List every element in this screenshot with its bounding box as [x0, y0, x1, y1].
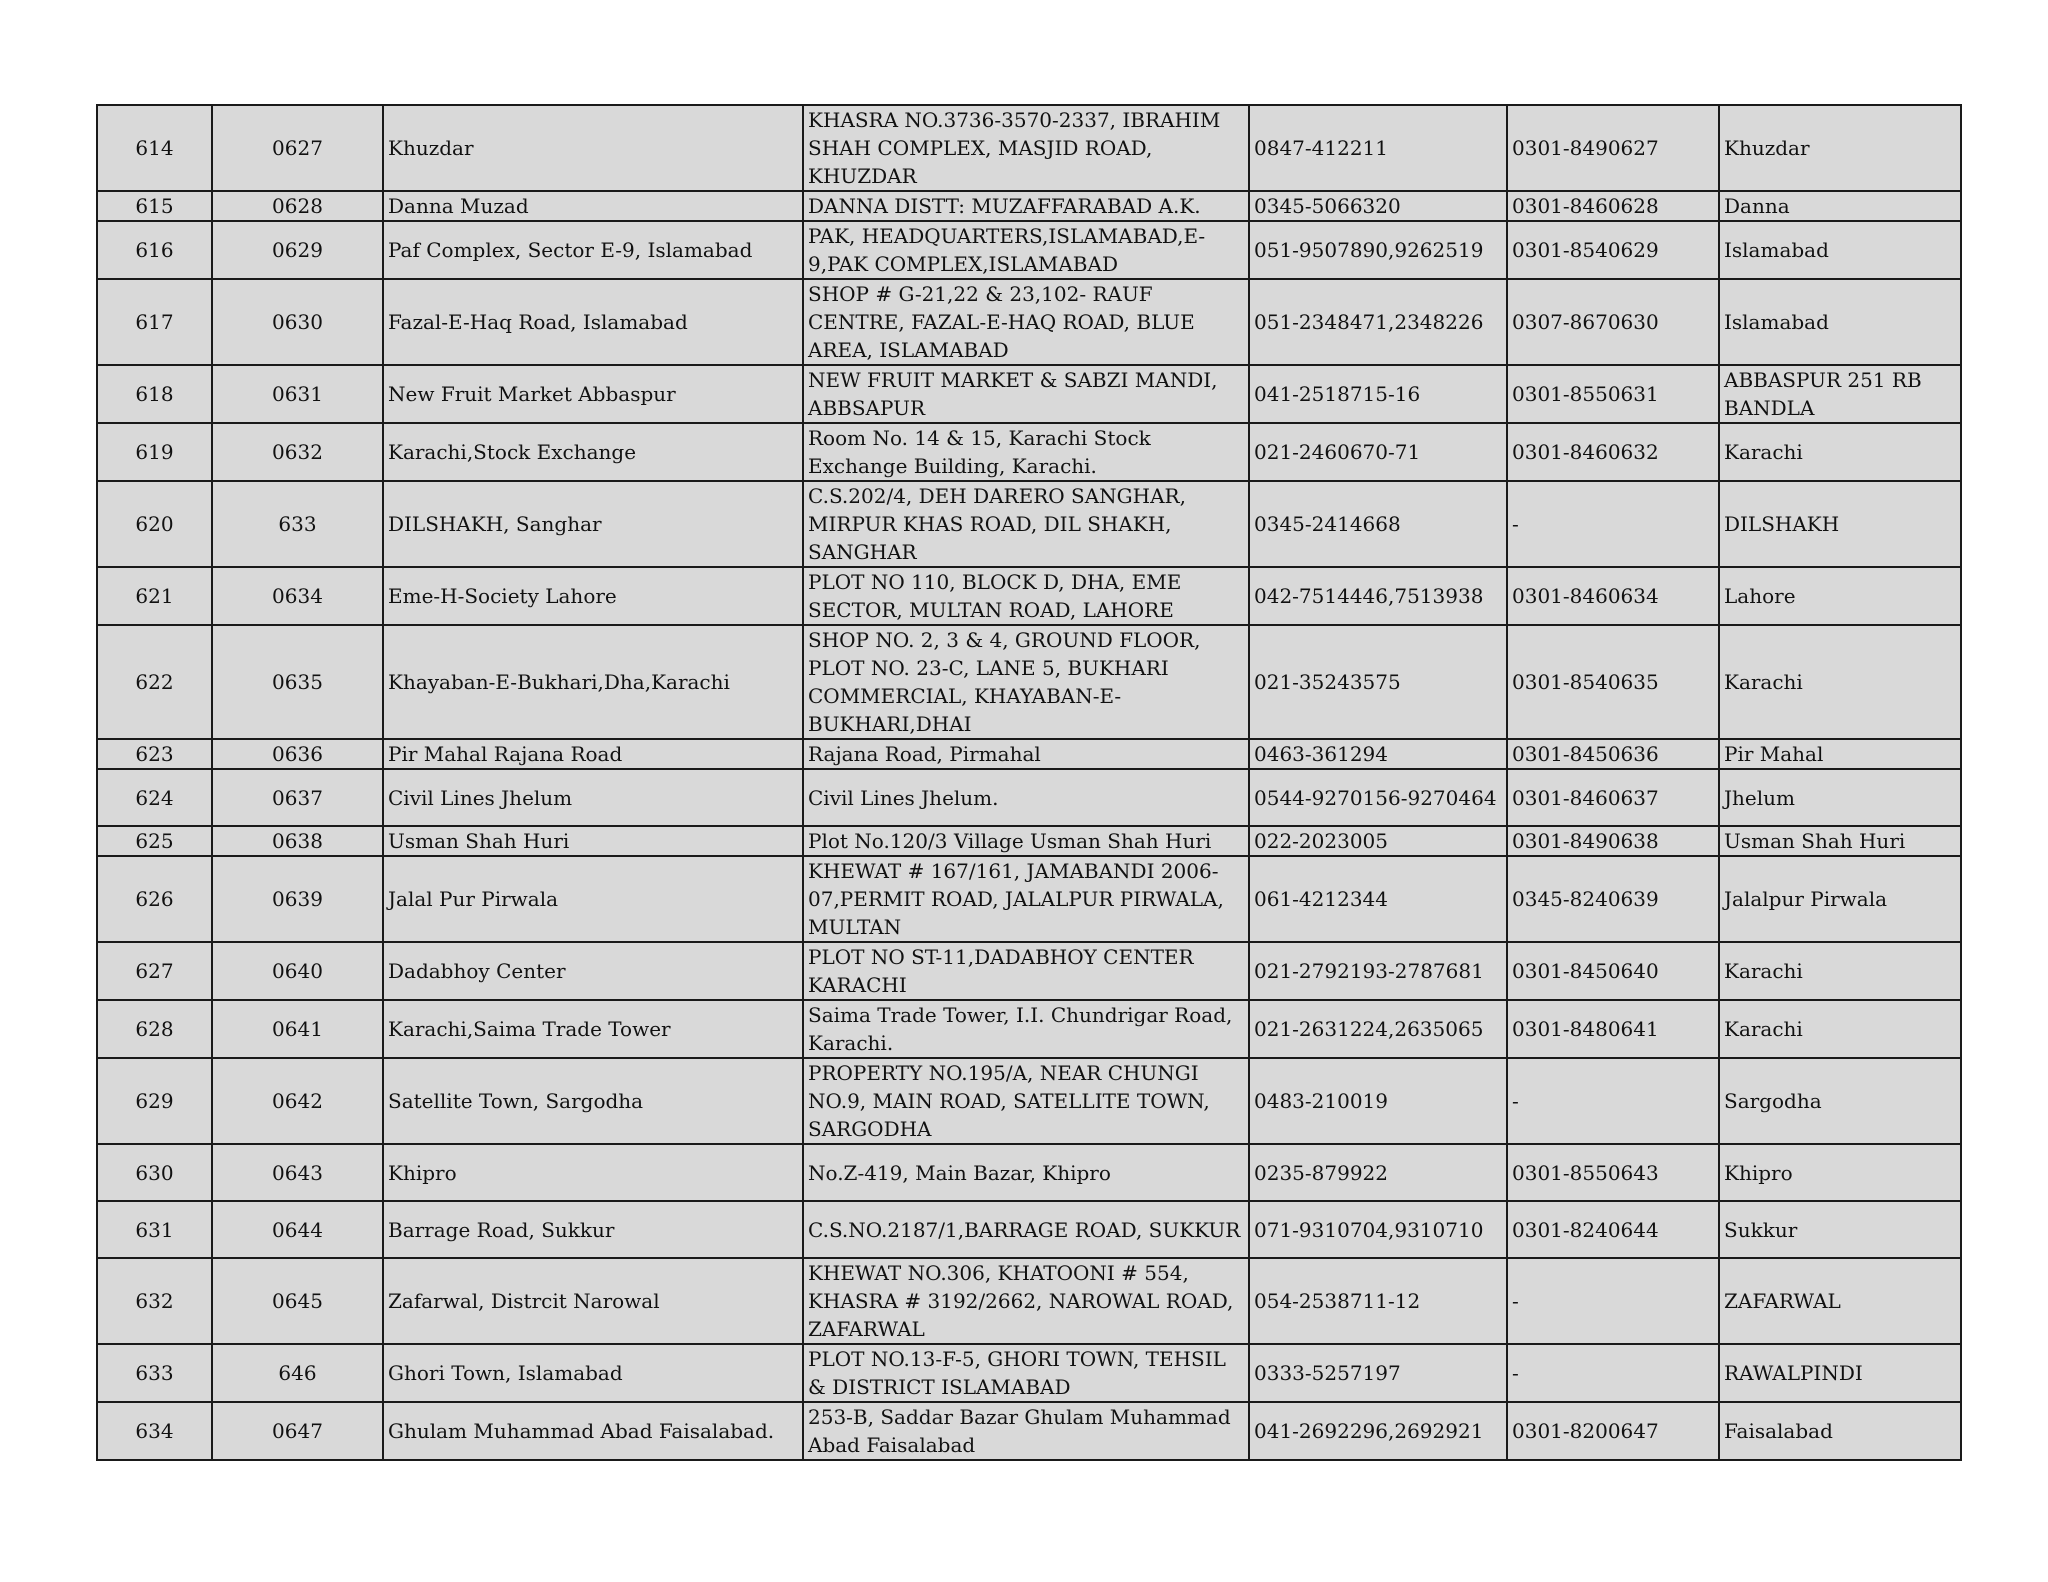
sr-no-cell: 629	[97, 1058, 212, 1144]
branch-name-cell: Fazal-E-Haq Road, Islamabad	[383, 279, 803, 365]
table-row	[97, 1201, 1961, 1258]
city-cell: Islamabad	[1719, 221, 1961, 279]
branch-code-cell: 0647	[212, 1402, 383, 1460]
branch-code-cell: 0643	[212, 1144, 383, 1201]
address-cell: SHOP NO. 2, 3 & 4, GROUND FLOOR, PLOT NO. 23-C, LANE 5, BUKHARI COMMERCIAL, KHAYABAN-E-BUKHARI,DHAI	[803, 625, 1249, 739]
branch-code-cell: 0634	[212, 567, 383, 625]
branch-code-cell: 0640	[212, 942, 383, 1000]
branch-code-cell: 0645	[212, 1258, 383, 1344]
phone-cell: 051-9507890,9262519	[1249, 221, 1507, 279]
branch-code-cell: 0628	[212, 191, 383, 221]
address-cell: Plot No.120/3 Village Usman Shah Huri	[803, 826, 1249, 856]
sr-no-cell: 620	[97, 481, 212, 567]
phone-cell: 071-9310704,9310710	[1249, 1201, 1507, 1258]
phone-cell: 0544-9270156-9270464	[1249, 769, 1507, 826]
table-row	[97, 1144, 1961, 1201]
city-cell: Islamabad	[1719, 279, 1961, 365]
city-cell: Usman Shah Huri	[1719, 826, 1961, 856]
phone-cell: 021-2460670-71	[1249, 423, 1507, 481]
mobile-cell: 0301-8490638	[1507, 826, 1719, 856]
phone-cell: 0847-412211	[1249, 105, 1507, 191]
address-cell: KHASRA NO.3736-3570-2337, IBRAHIM SHAH COMPLEX, MASJID ROAD, KHUZDAR	[803, 105, 1249, 191]
mobile-cell: 0301-8550631	[1507, 365, 1719, 423]
branch-name-cell: Barrage Road, Sukkur	[383, 1201, 803, 1258]
phone-cell: 0235-879922	[1249, 1144, 1507, 1201]
table-row	[97, 826, 1961, 856]
mobile-cell: 0301-8550643	[1507, 1144, 1719, 1201]
mobile-cell: -	[1507, 1344, 1719, 1402]
sr-no-cell: 627	[97, 942, 212, 1000]
branch-name-cell: Karachi,Stock Exchange	[383, 423, 803, 481]
table-row	[97, 191, 1961, 221]
address-cell: Civil Lines Jhelum.	[803, 769, 1249, 826]
branch-name-cell: Khipro	[383, 1144, 803, 1201]
city-cell: Sargodha	[1719, 1058, 1961, 1144]
table-row	[97, 105, 1961, 191]
city-cell: Khuzdar	[1719, 105, 1961, 191]
mobile-cell: 0301-8240644	[1507, 1201, 1719, 1258]
branch-code-cell: 633	[212, 481, 383, 567]
mobile-cell: 0301-8450636	[1507, 739, 1719, 769]
phone-cell: 021-2631224,2635065	[1249, 1000, 1507, 1058]
branch-name-cell: Danna Muzad	[383, 191, 803, 221]
table-row	[97, 1000, 1961, 1058]
table-row	[97, 1402, 1961, 1460]
phone-cell: 051-2348471,2348226	[1249, 279, 1507, 365]
branch-name-cell: Karachi,Saima Trade Tower	[383, 1000, 803, 1058]
branch-code-cell: 0636	[212, 739, 383, 769]
branch-code-cell: 0642	[212, 1058, 383, 1144]
address-cell: KHEWAT NO.306, KHATOONI # 554, KHASRA # 3192/2662, NAROWAL ROAD, ZAFARWAL	[803, 1258, 1249, 1344]
city-cell: Karachi	[1719, 423, 1961, 481]
mobile-cell: 0307-8670630	[1507, 279, 1719, 365]
sr-no-cell: 630	[97, 1144, 212, 1201]
sr-no-cell: 617	[97, 279, 212, 365]
table-row	[97, 279, 1961, 365]
branch-name-cell: Ghulam Muhammad Abad Faisalabad.	[383, 1402, 803, 1460]
table-row	[97, 739, 1961, 769]
phone-cell: 061-4212344	[1249, 856, 1507, 942]
phone-cell: 021-2792193-2787681	[1249, 942, 1507, 1000]
city-cell: Khipro	[1719, 1144, 1961, 1201]
city-cell: ZAFARWAL	[1719, 1258, 1961, 1344]
branch-code-cell: 0638	[212, 826, 383, 856]
phone-cell: 0333-5257197	[1249, 1344, 1507, 1402]
branch-name-cell: Pir Mahal Rajana Road	[383, 739, 803, 769]
address-cell: SHOP # G-21,22 & 23,102- RAUF CENTRE, FAZAL-E-HAQ ROAD, BLUE AREA, ISLAMABAD	[803, 279, 1249, 365]
sr-no-cell: 628	[97, 1000, 212, 1058]
sr-no-cell: 624	[97, 769, 212, 826]
address-cell: DANNA DISTT: MUZAFFARABAD A.K.	[803, 191, 1249, 221]
phone-cell: 041-2692296,2692921	[1249, 1402, 1507, 1460]
branch-code-cell: 646	[212, 1344, 383, 1402]
phone-cell: 0483-210019	[1249, 1058, 1507, 1144]
sr-no-cell: 619	[97, 423, 212, 481]
address-cell: NEW FRUIT MARKET & SABZI MANDI, ABBSAPUR	[803, 365, 1249, 423]
address-cell: Rajana Road, Pirmahal	[803, 739, 1249, 769]
mobile-cell: 0301-8200647	[1507, 1402, 1719, 1460]
sr-no-cell: 621	[97, 567, 212, 625]
sr-no-cell: 626	[97, 856, 212, 942]
address-cell: PAK, HEADQUARTERS,ISLAMABAD,E-9,PAK COMPLEX,ISLAMABAD	[803, 221, 1249, 279]
mobile-cell: 0301-8460634	[1507, 567, 1719, 625]
mobile-cell: -	[1507, 481, 1719, 567]
table-row	[97, 1344, 1961, 1402]
sr-no-cell: 623	[97, 739, 212, 769]
city-cell: Karachi	[1719, 625, 1961, 739]
branch-name-cell: Khuzdar	[383, 105, 803, 191]
city-cell: RAWALPINDI	[1719, 1344, 1961, 1402]
table-row	[97, 221, 1961, 279]
branch-code-cell: 0641	[212, 1000, 383, 1058]
phone-cell: 041-2518715-16	[1249, 365, 1507, 423]
address-cell: PROPERTY NO.195/A, NEAR CHUNGI NO.9, MAIN ROAD, SATELLITE TOWN, SARGODHA	[803, 1058, 1249, 1144]
branch-code-cell: 0639	[212, 856, 383, 942]
branch-name-cell: DILSHAKH, Sanghar	[383, 481, 803, 567]
phone-cell: 021-35243575	[1249, 625, 1507, 739]
city-cell: DILSHAKH	[1719, 481, 1961, 567]
address-cell: Room No. 14 & 15, Karachi Stock Exchange Building, Karachi.	[803, 423, 1249, 481]
address-cell: C.S.NO.2187/1,BARRAGE ROAD, SUKKUR	[803, 1201, 1249, 1258]
branch-name-cell: Zafarwal, Distrcit Narowal	[383, 1258, 803, 1344]
mobile-cell: 0301-8460628	[1507, 191, 1719, 221]
phone-cell: 054-2538711-12	[1249, 1258, 1507, 1344]
city-cell: Sukkur	[1719, 1201, 1961, 1258]
table-row	[97, 1258, 1961, 1344]
branch-code-cell: 0637	[212, 769, 383, 826]
branch-code-cell: 0627	[212, 105, 383, 191]
phone-cell: 0463-361294	[1249, 739, 1507, 769]
branch-name-cell: Eme-H-Society Lahore	[383, 567, 803, 625]
sr-no-cell: 625	[97, 826, 212, 856]
phone-cell: 0345-2414668	[1249, 481, 1507, 567]
city-cell: ABBASPUR 251 RB BANDLA	[1719, 365, 1961, 423]
phone-cell: 0345-5066320	[1249, 191, 1507, 221]
branch-name-cell: New Fruit Market Abbaspur	[383, 365, 803, 423]
branch-code-cell: 0631	[212, 365, 383, 423]
table-row	[97, 481, 1961, 567]
city-cell: Jhelum	[1719, 769, 1961, 826]
branch-code-cell: 0630	[212, 279, 383, 365]
branch-code-cell: 0644	[212, 1201, 383, 1258]
address-cell: KHEWAT # 167/161, JAMABANDI 2006-07,PERMIT ROAD, JALALPUR PIRWALA, MULTAN	[803, 856, 1249, 942]
city-cell: Danna	[1719, 191, 1961, 221]
address-cell: PLOT NO.13-F-5, GHORI TOWN, TEHSIL & DISTRICT ISLAMABAD	[803, 1344, 1249, 1402]
address-cell: 253-B, Saddar Bazar Ghulam Muhammad Abad Faisalabad	[803, 1402, 1249, 1460]
branch-name-cell: Ghori Town, Islamabad	[383, 1344, 803, 1402]
address-cell: PLOT NO 110, BLOCK D, DHA, EME SECTOR, MULTAN ROAD, LAHORE	[803, 567, 1249, 625]
branch-name-cell: Paf Complex, Sector E-9, Islamabad	[383, 221, 803, 279]
table-row	[97, 769, 1961, 826]
branch-name-cell: Khayaban-E-Bukhari,Dha,Karachi	[383, 625, 803, 739]
branch-table-body	[97, 105, 1961, 1460]
mobile-cell: 0345-8240639	[1507, 856, 1719, 942]
mobile-cell: 0301-8460632	[1507, 423, 1719, 481]
branch-name-cell: Usman Shah Huri	[383, 826, 803, 856]
sr-no-cell: 622	[97, 625, 212, 739]
branch-name-cell: Jalal Pur Pirwala	[383, 856, 803, 942]
phone-cell: 022-2023005	[1249, 826, 1507, 856]
sr-no-cell: 614	[97, 105, 212, 191]
sr-no-cell: 632	[97, 1258, 212, 1344]
table-row	[97, 942, 1961, 1000]
branch-name-cell: Civil Lines Jhelum	[383, 769, 803, 826]
branch-code-cell: 0632	[212, 423, 383, 481]
branch-name-cell: Satellite Town, Sargodha	[383, 1058, 803, 1144]
mobile-cell: 0301-8540635	[1507, 625, 1719, 739]
city-cell: Karachi	[1719, 942, 1961, 1000]
table-row	[97, 365, 1961, 423]
address-cell: Saima Trade Tower, I.I. Chundrigar Road, Karachi.	[803, 1000, 1249, 1058]
branch-table	[96, 104, 1962, 1461]
table-row	[97, 423, 1961, 481]
mobile-cell: 0301-8450640	[1507, 942, 1719, 1000]
mobile-cell: -	[1507, 1058, 1719, 1144]
branch-name-cell: Dadabhoy Center	[383, 942, 803, 1000]
branch-code-cell: 0635	[212, 625, 383, 739]
table-row	[97, 567, 1961, 625]
address-cell: C.S.202/4, DEH DARERO SANGHAR, MIRPUR KHAS ROAD, DIL SHAKH, SANGHAR	[803, 481, 1249, 567]
mobile-cell: 0301-8480641	[1507, 1000, 1719, 1058]
sr-no-cell: 631	[97, 1201, 212, 1258]
city-cell: Pir Mahal	[1719, 739, 1961, 769]
city-cell: Jalalpur Pirwala	[1719, 856, 1961, 942]
mobile-cell: 0301-8490627	[1507, 105, 1719, 191]
sr-no-cell: 634	[97, 1402, 212, 1460]
table-row	[97, 1058, 1961, 1144]
sr-no-cell: 618	[97, 365, 212, 423]
sr-no-cell: 633	[97, 1344, 212, 1402]
branch-code-cell: 0629	[212, 221, 383, 279]
city-cell: Karachi	[1719, 1000, 1961, 1058]
mobile-cell: 0301-8540629	[1507, 221, 1719, 279]
sr-no-cell: 616	[97, 221, 212, 279]
sr-no-cell: 615	[97, 191, 212, 221]
phone-cell: 042-7514446,7513938	[1249, 567, 1507, 625]
table-row	[97, 856, 1961, 942]
table-row	[97, 625, 1961, 739]
city-cell: Faisalabad	[1719, 1402, 1961, 1460]
address-cell: No.Z-419, Main Bazar, Khipro	[803, 1144, 1249, 1201]
city-cell: Lahore	[1719, 567, 1961, 625]
mobile-cell: 0301-8460637	[1507, 769, 1719, 826]
mobile-cell: -	[1507, 1258, 1719, 1344]
address-cell: PLOT NO ST-11,DADABHOY CENTER KARACHI	[803, 942, 1249, 1000]
